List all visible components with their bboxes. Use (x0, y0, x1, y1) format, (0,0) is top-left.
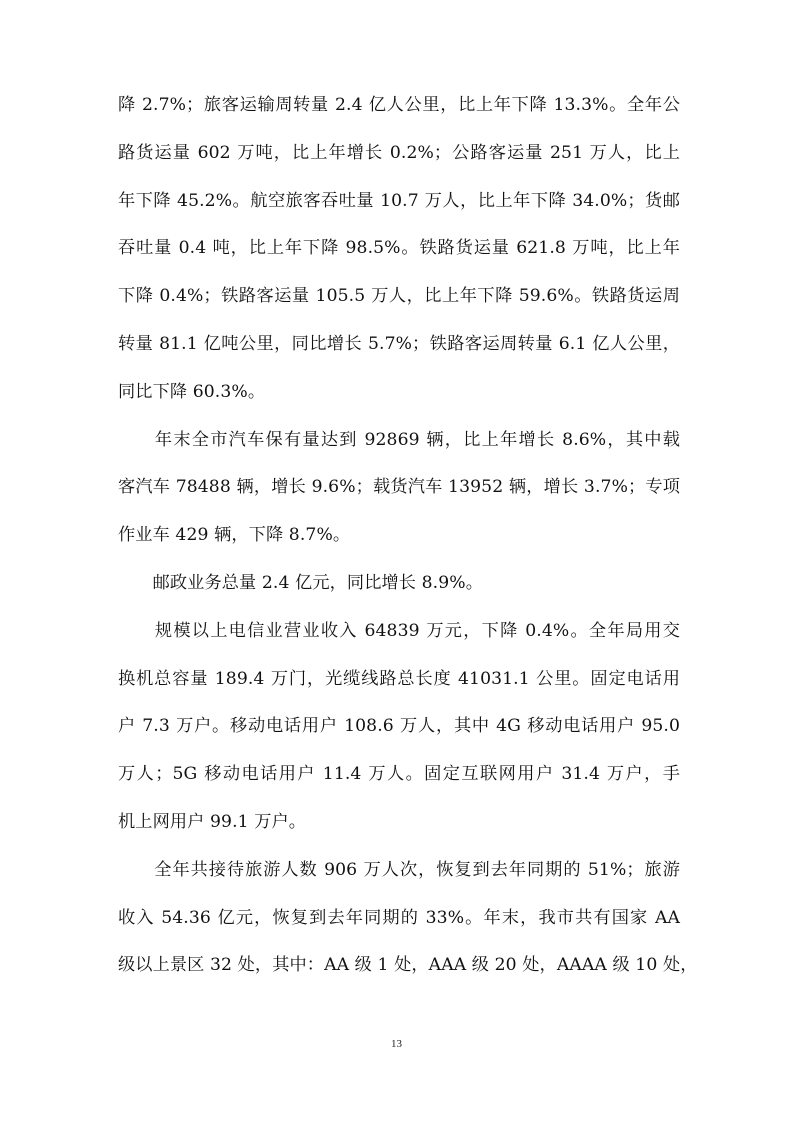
paragraph-start-line: 规模以上电信业营业收入 64839 万元，下降 0.4%。全年局用交 (118, 620, 680, 641)
text-line: 同比下降 60.3%。 (118, 381, 266, 402)
text-line: 收入 54.36 亿元，恢复到去年同期的 33%。年末，我市共有国家 AA (118, 907, 680, 928)
text-line: 换机总容量 189.4 万门，光缆线路总长度 41031.1 公里。固定电话用 (118, 668, 680, 689)
text-line: 转量 81.1 亿吨公里，同比增长 5.7%；铁路客运周转量 6.1 亿人公里， (118, 333, 680, 354)
text-line: 机上网用户 99.1 万户。 (118, 811, 307, 832)
text-line: 下降 0.4%；铁路客运量 105.5 万人，比上年下降 59.6%。铁路货运周 (118, 286, 680, 307)
paragraph-start-line: 全年共接待旅游人数 906 万人次，恢复到去年同期的 51%；旅游 (118, 859, 680, 880)
text-line: 作业车 429 辆，下降 8.7%。 (118, 525, 351, 546)
text-line: 户 7.3 万户。移动电话用户 108.6 万人，其中 4G 移动电话用户 95.0 (118, 716, 680, 737)
text-line: 降 2.7%；旅客运输周转量 2.4 亿人公里，比上年下降 13.3%。全年公 (118, 95, 680, 115)
text-line: 吞吐量 0.4 吨，比上年下降 98.5%。铁路货运量 621.8 万吨，比上年 (118, 238, 680, 259)
page-number: 13 (391, 1038, 402, 1050)
body-text (118, 82, 698, 990)
paragraph-start-line: 邮政业务总量 2.4 亿元，同比增长 8.9%。 (118, 572, 483, 593)
text-line: 万人；5G 移动电话用户 11.4 万人。固定互联网用户 31.4 万户，手 (118, 764, 680, 785)
text-line: 路货运量 602 万吨，比上年增长 0.2%；公路客运量 251 万人，比上 (118, 142, 680, 163)
paragraph-start-line: 年末全市汽车保有量达到 92869 辆，比上年增长 8.6%，其中载 (118, 429, 680, 450)
text-line: 客汽车 78488 辆，增长 9.6%；载货汽车 13952 辆，增长 3.7%；专项 (118, 477, 680, 498)
text-line: 年下降 45.2%。航空旅客吞吐量 10.7 万人，比上年下降 34.0%；货邮 (118, 190, 680, 211)
text-line: 级以上景区 32 处，其中：AA 级 1 处，AAA 级 20 处，AAAA 级 10 处， (118, 955, 698, 976)
